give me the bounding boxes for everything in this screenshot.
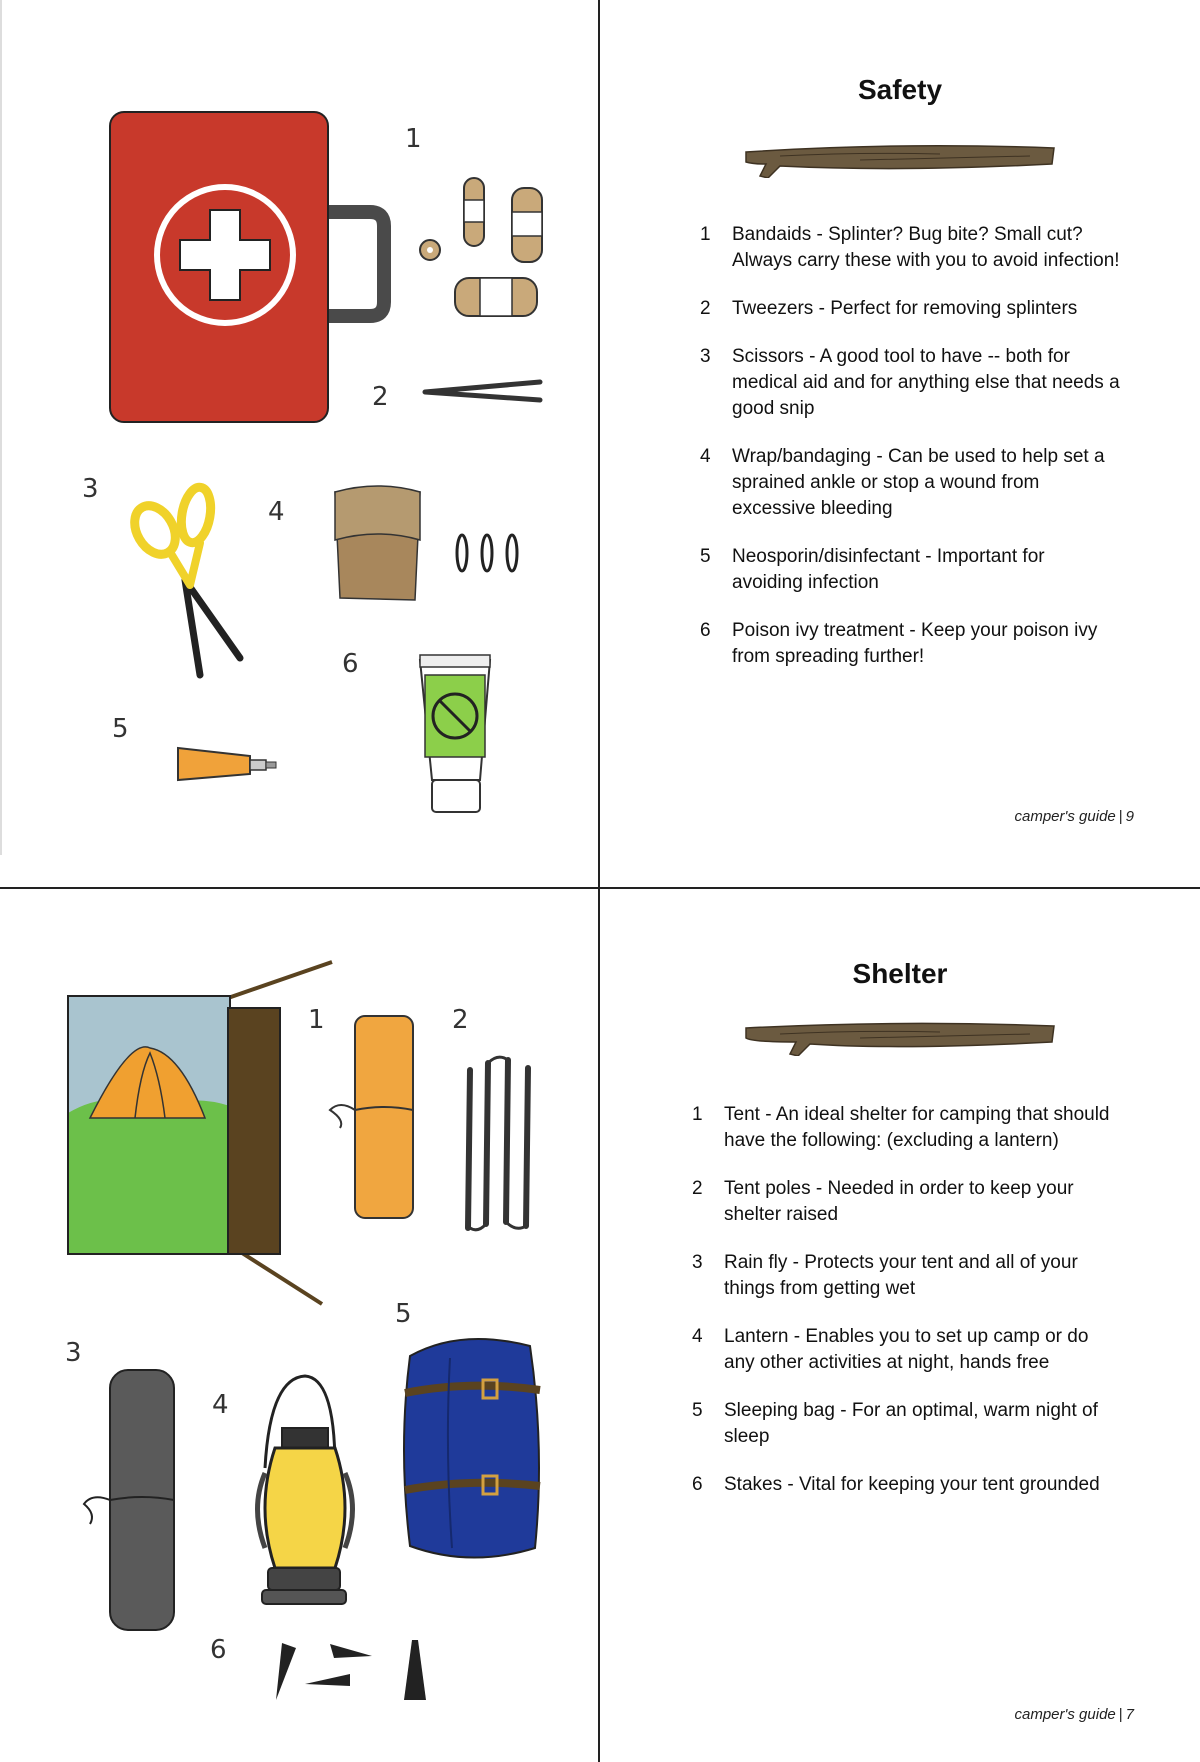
illus-label-5: 5 bbox=[395, 1299, 412, 1329]
tent-icon bbox=[68, 962, 332, 1304]
item-text: Tweezers - Perfect for removing splinters bbox=[732, 298, 1078, 319]
item-number: 4 bbox=[700, 446, 711, 467]
item-number: 4 bbox=[692, 1326, 703, 1347]
item-number: 2 bbox=[700, 298, 711, 319]
list-item bbox=[700, 296, 1120, 322]
page-footer bbox=[1015, 1706, 1135, 1723]
safety-item-list bbox=[700, 222, 1120, 692]
page-title: Shelter bbox=[852, 958, 948, 989]
item-number: 5 bbox=[700, 546, 711, 567]
safety-pins-icon bbox=[457, 535, 517, 571]
safety-illustration-page bbox=[0, 0, 598, 888]
gutter-line bbox=[598, 0, 600, 887]
item-number: 3 bbox=[700, 346, 711, 367]
item-text: Sleeping bag - For an optimal, warm night of sleep bbox=[724, 1400, 1098, 1447]
illus-label-3: 3 bbox=[65, 1338, 82, 1368]
item-text: Neosporin/disinfectant - Important for avoiding infection bbox=[732, 546, 1045, 593]
list-item bbox=[700, 344, 1120, 422]
list-item bbox=[692, 1324, 1112, 1376]
page-footer bbox=[1015, 808, 1135, 825]
safety-text-page bbox=[600, 0, 1200, 888]
item-number: 1 bbox=[700, 224, 711, 245]
rolled-mat-icon bbox=[84, 1370, 174, 1630]
list-item bbox=[692, 1472, 1112, 1498]
illus-label-5: 5 bbox=[112, 714, 129, 744]
item-text: Stakes - Vital for keeping your tent grounded bbox=[724, 1474, 1100, 1495]
tweezers-icon bbox=[425, 382, 540, 400]
first-aid-kit-icon bbox=[110, 112, 384, 422]
item-number: 2 bbox=[692, 1178, 703, 1199]
footer-separator: | bbox=[1118, 808, 1123, 825]
item-text: Scissors - A good tool to have -- both for medical aid and for anything else that needs a good snip bbox=[732, 346, 1120, 419]
shelter-item-list bbox=[692, 1102, 1112, 1520]
item-number: 3 bbox=[692, 1252, 703, 1273]
shelter-illustration-page bbox=[0, 888, 598, 1762]
shelter-text-page bbox=[600, 888, 1200, 1762]
item-text: Tent poles - Needed in order to keep your shelter raised bbox=[724, 1178, 1074, 1225]
item-text: Poison ivy treatment - Keep your poison ivy from spreading further! bbox=[732, 620, 1098, 667]
list-item bbox=[700, 444, 1120, 522]
item-number: 1 bbox=[692, 1104, 703, 1125]
illus-label-3: 3 bbox=[82, 474, 99, 504]
item-text: Bandaids - Splinter? Bug bite? Small cut? Always carry these with you to avoid infection! bbox=[732, 224, 1120, 271]
tent-stake-icon bbox=[276, 1640, 426, 1700]
shelter-spread bbox=[0, 888, 1200, 1762]
tent-poles-icon bbox=[468, 1057, 528, 1230]
page-title: Safety bbox=[857, 74, 943, 105]
item-number: 5 bbox=[692, 1400, 703, 1421]
list-item bbox=[700, 544, 1120, 596]
item-number: 6 bbox=[692, 1474, 703, 1495]
item-text: Wrap/bandaging - Can be used to help set a sprained ankle or stop a wound from excessive bleeding bbox=[732, 446, 1105, 519]
illus-label-2: 2 bbox=[452, 1005, 469, 1035]
ointment-tube-icon bbox=[178, 748, 276, 780]
illus-label-6: 6 bbox=[210, 1635, 227, 1665]
footer-page-number: 7 bbox=[1125, 1706, 1134, 1723]
bandaid-icon bbox=[420, 178, 542, 316]
footer-label: camper's guide bbox=[1014, 1706, 1116, 1723]
list-item bbox=[700, 618, 1120, 670]
illus-label-1: 1 bbox=[405, 124, 422, 154]
illus-label-6: 6 bbox=[342, 649, 359, 679]
item-text: Rain fly - Protects your tent and all of your things from getting wet bbox=[724, 1252, 1078, 1299]
list-item bbox=[700, 222, 1120, 274]
list-item bbox=[692, 1176, 1112, 1228]
illus-label-4: 4 bbox=[212, 1390, 229, 1420]
illus-label-1: 1 bbox=[308, 1005, 325, 1035]
footer-separator: | bbox=[1118, 1706, 1123, 1723]
item-text: Tent - An ideal shelter for camping that should have the following: (excluding a lantern) bbox=[724, 1104, 1110, 1151]
item-number: 6 bbox=[700, 620, 711, 641]
footer-label: camper's guide bbox=[1014, 808, 1116, 825]
footer-page-number: 9 bbox=[1125, 808, 1134, 825]
illus-label-4: 4 bbox=[268, 497, 285, 527]
list-item bbox=[692, 1102, 1112, 1154]
sleeping-bag-icon bbox=[404, 1339, 540, 1558]
list-item bbox=[692, 1250, 1112, 1302]
illus-label-2: 2 bbox=[372, 382, 389, 412]
item-text: Lantern - Enables you to set up camp or do any other activities at night, hands free bbox=[724, 1326, 1089, 1373]
rolled-rain-fly-icon bbox=[330, 1016, 413, 1218]
lantern-icon bbox=[258, 1376, 353, 1604]
branch-divider-icon bbox=[740, 138, 1060, 178]
scissors-icon bbox=[126, 485, 240, 675]
list-item bbox=[692, 1398, 1112, 1450]
poison-ivy-cream-icon bbox=[420, 655, 490, 812]
wrap-bandage-icon bbox=[335, 486, 420, 600]
branch-divider-icon bbox=[740, 1016, 1060, 1056]
